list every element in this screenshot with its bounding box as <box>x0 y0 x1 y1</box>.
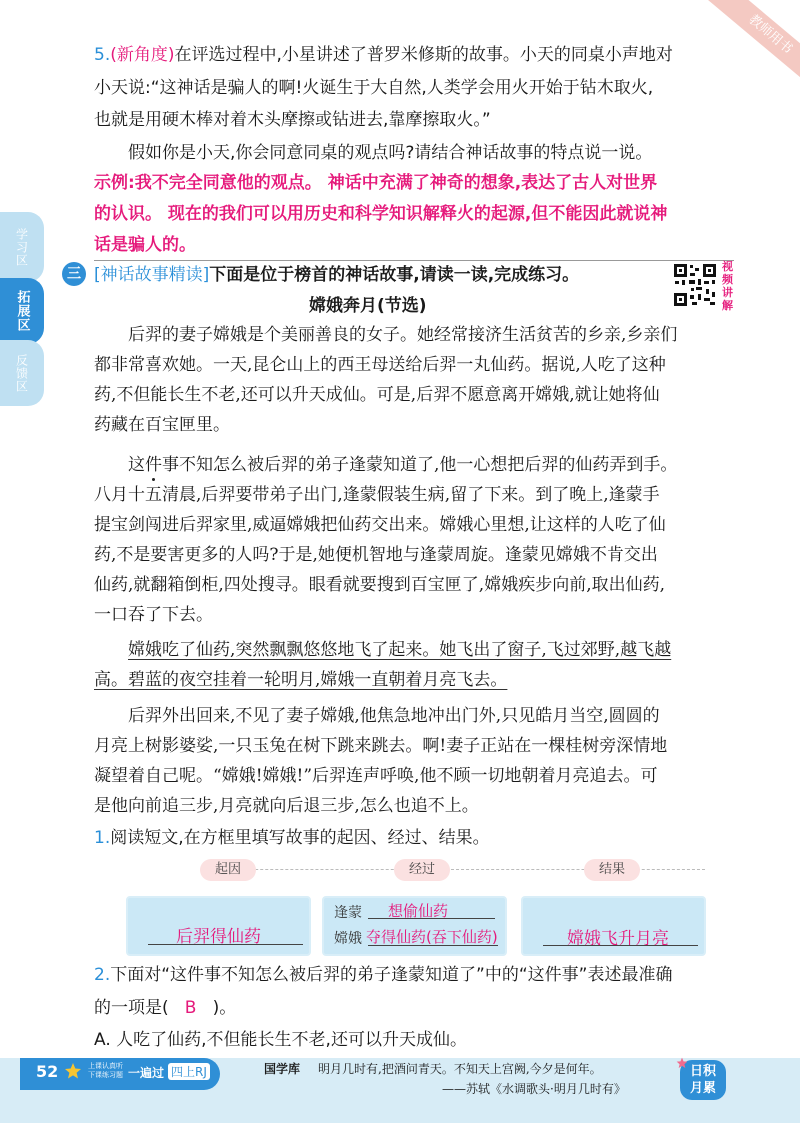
side-tab-extend-label: 拓展区 <box>14 290 30 332</box>
section-3-heading <box>94 262 579 288</box>
result-answer-line <box>543 945 698 946</box>
side-tab-study-label: 学习区 <box>14 227 29 267</box>
story-p2-line-1 <box>128 452 677 478</box>
q2-text-3: )。 <box>212 998 237 1018</box>
story-p1-line-4: 药藏在百宝匣里。 <box>94 415 230 435</box>
side-tab-extend[interactable] <box>0 278 44 344</box>
result-box[interactable] <box>521 896 706 956</box>
result-answer: 嫦娥飞升月亮 <box>567 929 669 949</box>
poem-source: ——苏轼《水调歌头·明月几时有》 <box>442 1082 626 1096</box>
cause-answer: 后羿得仙药 <box>176 927 261 947</box>
section-3-instruction: 下面是位于榜首的神话故事,请读一读,完成练习。 <box>209 265 580 285</box>
q1-prompt <box>94 825 490 851</box>
side-tab-study[interactable] <box>0 212 44 282</box>
q5-line-2: 小天说:“这神话是骗人的啊!火诞生于大自然,人类学会用火开始于钻木取火, <box>94 78 654 98</box>
q1-text: 阅读短文,在方框里填写故事的起因、经过、结果。 <box>110 828 490 848</box>
story-p1-line-1: 后羿的妻子嫦娥是个美丽善良的女子。她经常接济生活贫苦的乡亲,乡亲们 <box>128 325 678 345</box>
q1-number: 1. <box>94 828 111 848</box>
page-number: 52 <box>36 1062 59 1081</box>
q2-text-1: 下面对“这件事不知怎么被后羿的弟子逢蒙知道了”中的“这件事”表述最准确 <box>110 965 673 985</box>
section-3-number: 三 <box>62 262 86 286</box>
story-p3-line-1: 嫦娥吃了仙药,突然飘飘悠悠地飞了起来。她飞出了窗子,飞过郊野,越飞越 <box>128 640 672 660</box>
q2-line-1 <box>94 962 672 988</box>
process-box[interactable] <box>322 896 507 956</box>
badge-star-icon <box>676 1054 688 1066</box>
brand-slogan-1: 上课认真听 <box>88 1062 123 1070</box>
poem-tag: 国学库 <box>264 1062 301 1076</box>
process-answer-line-2 <box>368 945 498 946</box>
brand-slogan-2: 下课练习题 <box>88 1071 123 1079</box>
section-3-tag: [神话故事精读] <box>94 265 210 285</box>
result-label: 结果 <box>584 859 640 881</box>
process-answer-2: 夺得仙药(吞下仙药) <box>366 928 498 946</box>
section-divider <box>94 260 734 261</box>
q5-line-1 <box>94 42 673 68</box>
q5-line-4: 假如你是小天,你会同意同桌的观点吗?请结合神话故事的特点说一说。 <box>128 143 653 163</box>
story-p4-line-1: 后羿外出回来,不见了妻子嫦娥,他焦急地冲出门外,只见皓月当空,圆圆的 <box>128 706 660 726</box>
story-p1-line-2: 都非常喜欢她。一天,昆仑山上的西王母送给后羿一丸仙药。据说,人吃了这种 <box>94 355 666 375</box>
q2-number: 2. <box>94 965 111 985</box>
story-p4-line-2: 月亮上树影婆娑,一只玉兔在树下跳来跳去。啊!妻子正站在一棵桂树旁深情地 <box>94 736 668 756</box>
q2-line-2 <box>94 995 236 1021</box>
side-tab-feedback[interactable] <box>0 340 44 406</box>
video-explanation-label[interactable]: 视频讲解 <box>722 260 733 312</box>
q5-text-1: 在评选过程中,小星讲述了普罗米修斯的故事。小天的同桌小声地对 <box>174 45 673 65</box>
badge-line-2: 月累 <box>689 1081 716 1096</box>
badge-line-1: 日积 <box>689 1064 716 1079</box>
brand-name: 一遍过 <box>128 1066 165 1080</box>
cause-label: 起因 <box>200 859 256 881</box>
process-prefix-1: 逢蒙 <box>334 905 362 921</box>
q5-line-3: 也就是用硬木棒对着木头摩擦或钻进去,靠摩擦取火。” <box>94 110 491 130</box>
story-p2-line-3: 提宝剑闯进后羿家里,威逼嫦娥把仙药交出来。嫦娥心里想,让这样的人吃了仙 <box>94 515 666 535</box>
process-prefix-2: 嫦娥 <box>334 931 362 947</box>
story-p2-line-1-rest: 不知怎么被后羿的弟子逢蒙知道了,他一心想把后羿的仙药弄到手。 <box>179 455 678 475</box>
teacher-edition-ribbon: 教师用书 <box>693 0 800 103</box>
q2-option-a: A. 人吃了仙药,不但能长生不老,还可以升天成仙。 <box>94 1030 467 1050</box>
cause-box[interactable] <box>126 896 311 956</box>
q5-answer-2: 的认识。 现在的我们可以用历史和科学知识解释火的起源,但不能因此就说神 <box>94 204 668 224</box>
process-answer-1: 想偷仙药 <box>388 902 449 920</box>
story-p3-line-2: 高。碧蓝的夜空挂着一轮明月,嫦娥一直朝着月亮飞去。 <box>94 670 508 690</box>
qr-code-icon[interactable] <box>672 262 718 308</box>
story-p2-line-2: 八月十五清晨,后羿要带弟子出门,逢蒙假装生病,留了下来。到了晚上,逢蒙手 <box>94 485 660 505</box>
brand-slogan <box>88 1062 123 1080</box>
q5-answer-1: 示例:我不完全同意他的观点。 神话中充满了神奇的想象,表达了古人对世界 <box>94 173 658 193</box>
q5-answer-3: 话是骗人的。 <box>94 235 196 255</box>
q5-number: 5. <box>94 45 111 65</box>
story-p4-line-4: 是他向前追三步,月亮就向后退三步,怎么也追不上。 <box>94 796 479 816</box>
story-title: 嫦娥奔月(节选) <box>309 296 427 316</box>
grade-label: 四上RJ <box>168 1063 210 1080</box>
q2-text-2: 的一项是( <box>94 998 169 1018</box>
poem-text: 明月几时有,把酒问青天。不知天上宫阙,今夕是何年。 <box>318 1062 602 1076</box>
side-tab-feedback-label: 反馈区 <box>14 353 29 393</box>
story-p2-line-6: 一口吞了下去。 <box>94 605 213 625</box>
story-p4-line-3: 凝望着自己呢。“嫦娥!嫦娥!”后羿连声呼唤,他不顾一切地朝着月亮追去。可 <box>94 766 658 786</box>
story-p2-line-4: 药,不是要害更多的人吗?于是,她便机智地与逢蒙周旋。逢蒙见嫦娥不肯交出 <box>94 545 658 565</box>
process-answer-line-1 <box>368 918 495 919</box>
cause-answer-line <box>148 944 303 945</box>
story-p2-line-5: 仙药,就翻箱倒柜,四处搜寻。眼看就要搜到百宝匣了,嫦娥疾步向前,取出仙药, <box>94 575 666 595</box>
q2-answer: B <box>184 998 197 1018</box>
story-p1-line-3: 药,不但能长生不老,还可以升天成仙。可是,后羿不愿意离开嫦娥,就让她将仙 <box>94 385 660 405</box>
q5-tag: (新角度) <box>110 45 175 65</box>
star-logo-icon <box>64 1062 82 1080</box>
process-label: 经过 <box>394 859 450 881</box>
story-highlight-this-thing: 这件事 <box>128 455 179 475</box>
